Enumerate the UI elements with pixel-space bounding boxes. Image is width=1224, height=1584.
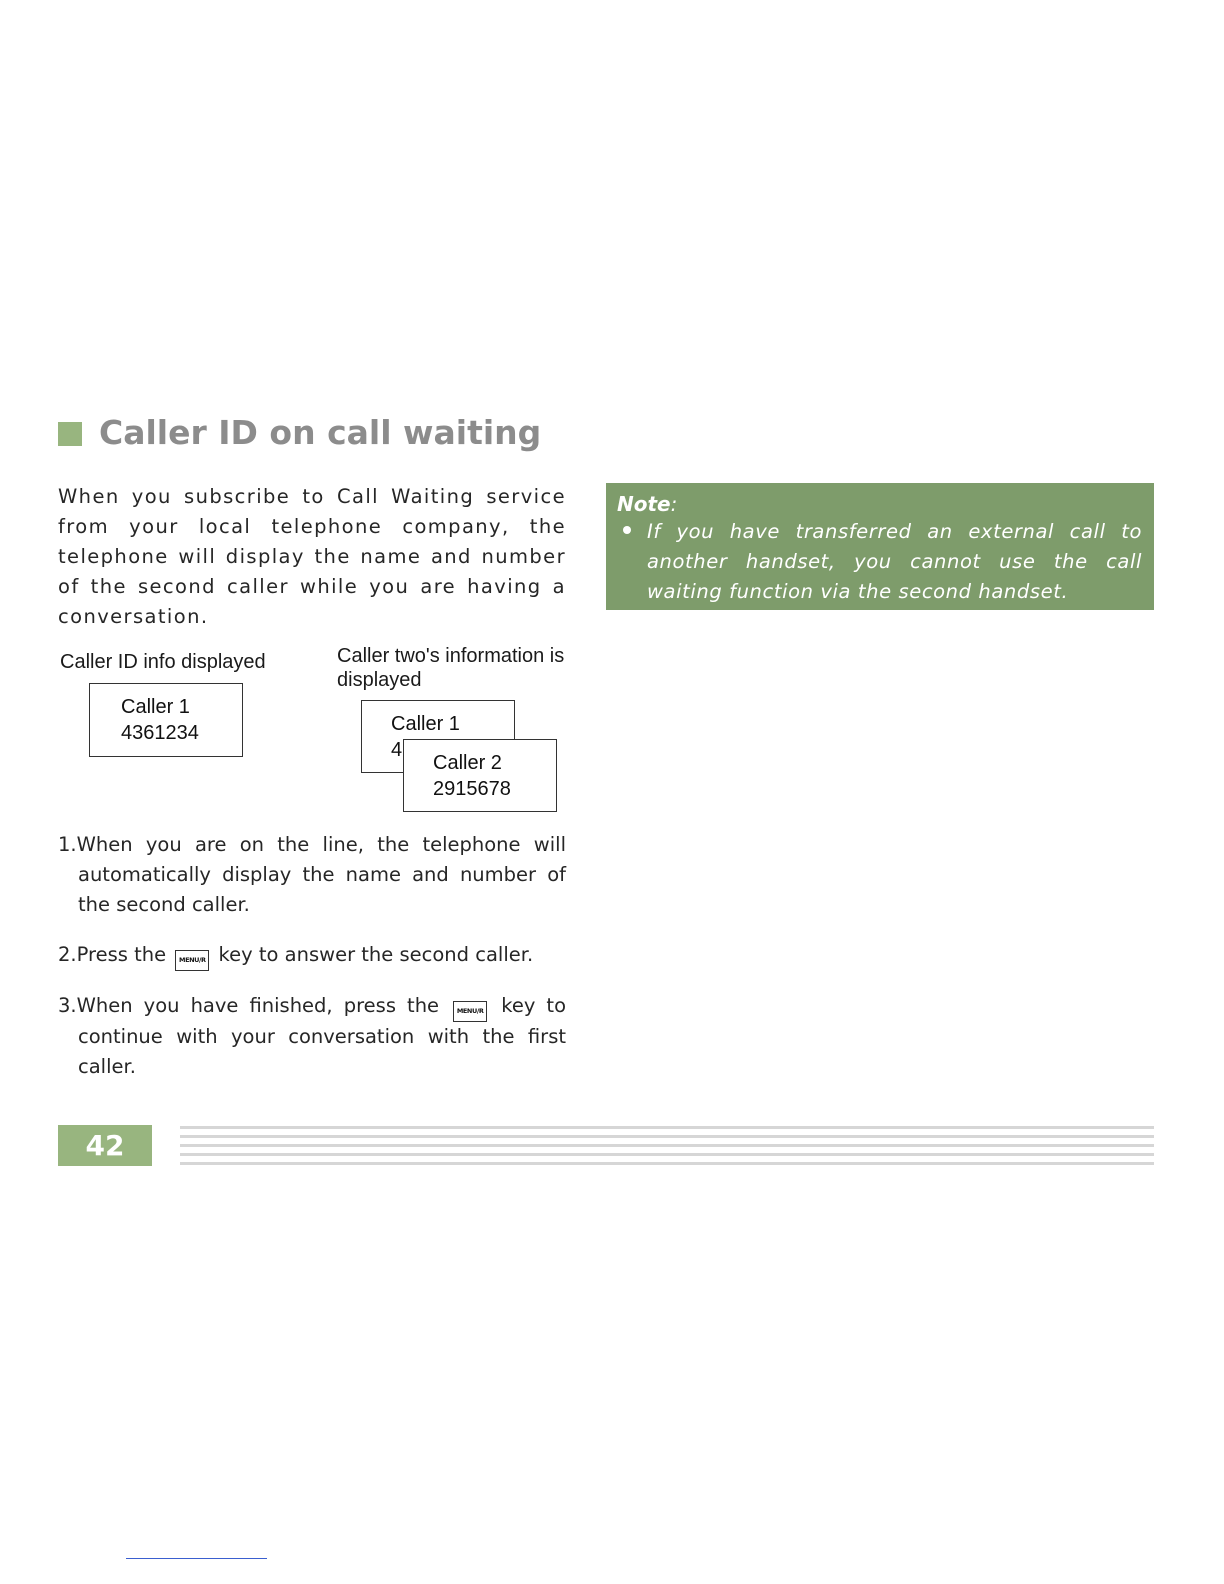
heading-square-icon	[58, 422, 82, 446]
note-title-label: Note	[617, 492, 671, 516]
display-caller-number: 4	[391, 739, 403, 761]
note-title-colon: :	[670, 492, 678, 516]
page-number: 42	[58, 1125, 152, 1166]
step-number: 1.	[58, 833, 77, 856]
note-text: If you have transferred an external call to another handset, you cannot use the call waiting function via the second handset.	[647, 520, 1142, 603]
intro-paragraph: When you subscribe to Call Waiting service from your local telephone company, the telephone will display the name and number of the second caller while you are having a conversation.	[58, 485, 566, 628]
bullet-icon	[623, 526, 631, 534]
bottom-rule	[126, 1558, 267, 1559]
display-caller-number: 2915678	[433, 778, 511, 800]
step-item	[58, 940, 566, 971]
menu-key-icon: MENU/R	[453, 1001, 487, 1022]
step-item	[58, 830, 566, 920]
footer-line	[180, 1162, 1154, 1165]
step-text: Press the	[76, 943, 167, 966]
display-screen-caller-2	[403, 739, 557, 812]
display-caller-number: 4361234	[121, 722, 199, 744]
instruction-steps	[58, 830, 566, 1082]
step-number: 2.	[58, 943, 77, 966]
step-text: key to continue with your conversation with the first caller.	[78, 994, 566, 1078]
display-caller-name: Caller 1	[121, 696, 190, 718]
footer-rule-lines	[180, 1125, 1154, 1167]
step-item	[58, 991, 566, 1082]
figure-label-caller-two: Caller two's information is displayed	[337, 645, 565, 691]
footer-line	[180, 1135, 1154, 1138]
step-text: When you have finished, press the	[76, 994, 440, 1017]
step-text: When you are on the line, the telephone will automatically display the name and number of the second caller.	[76, 833, 566, 916]
step-number: 3.	[58, 994, 77, 1017]
step-text: key to answer the second caller.	[218, 943, 534, 966]
footer-line	[180, 1126, 1154, 1129]
section-heading: Caller ID on call waiting	[99, 413, 542, 452]
menu-key-icon: MENU/R	[175, 950, 209, 971]
display-screen-caller-1	[89, 683, 243, 757]
figure-label-caller-id: Caller ID info displayed	[60, 651, 266, 673]
footer-line	[180, 1153, 1154, 1156]
display-caller-name: Caller 1	[391, 713, 460, 735]
note-box	[606, 483, 1154, 610]
display-caller-name: Caller 2	[433, 752, 502, 774]
footer-line	[180, 1144, 1154, 1147]
note-title	[617, 491, 1142, 517]
